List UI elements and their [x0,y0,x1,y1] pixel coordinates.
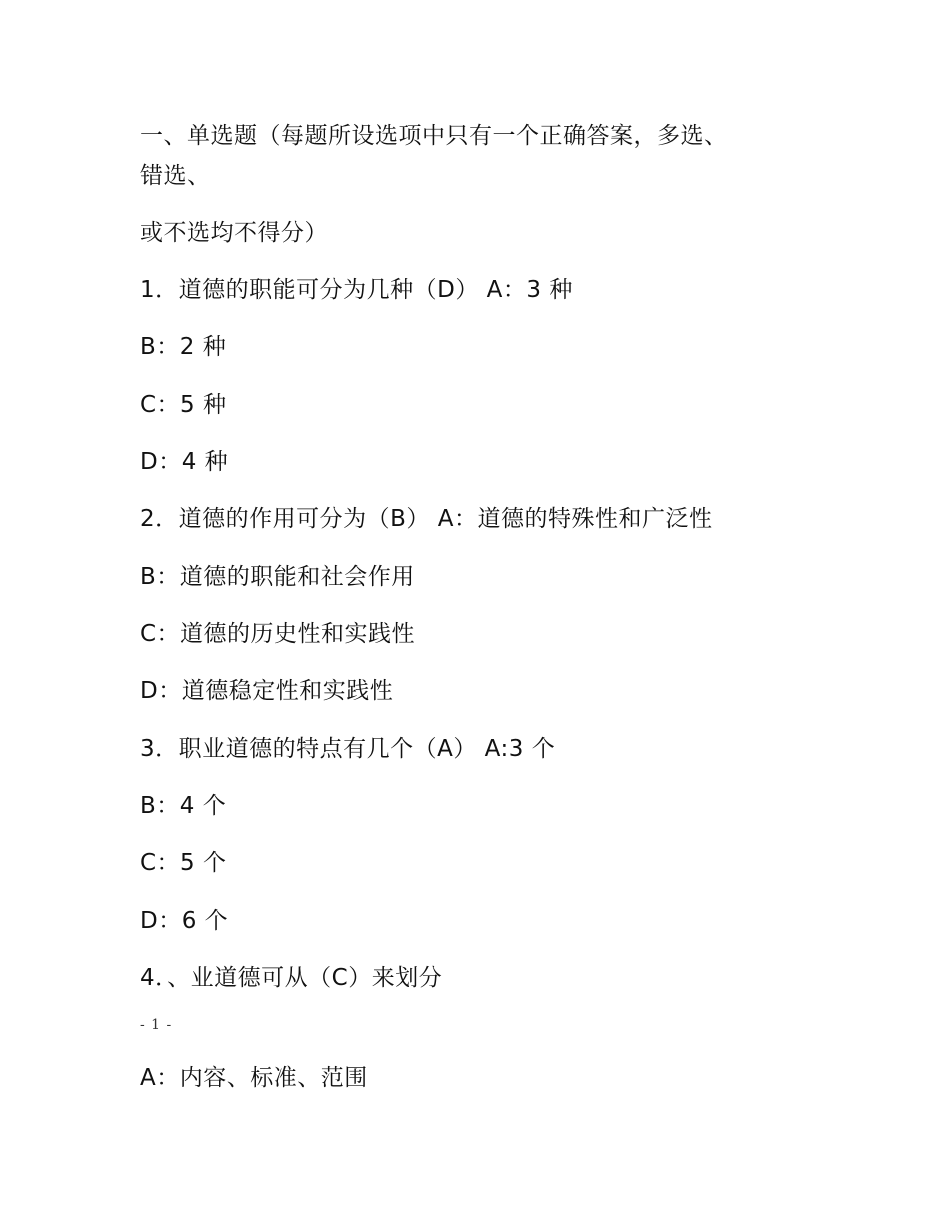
section-heading-line1: 一、单选题（每题所设选项中只有一个正确答案，多选、 [140,123,728,149]
question-1-option-d: D：4 种 [140,449,229,475]
page-number: - 1 - [140,1017,173,1033]
question-4-option-a: A：内容、标准、范围 [140,1065,368,1091]
question-1-stem: 1．道德的职能可分为几种（D） A：3 种 [140,277,573,303]
question-2-option-d: D：道德稳定性和实践性 [140,678,394,704]
question-3-option-c: C：5 个 [140,850,227,876]
section-heading-line3: 或不选均不得分） [140,220,328,246]
question-4-stem: 4．、业道德可从（C）来划分 [140,965,443,991]
question-2-option-c: C：道德的历史性和实践性 [140,621,416,647]
question-1-option-b: B：2 种 [140,334,227,360]
question-2-stem: 2．道德的作用可分为（B） A：道德的特殊性和广泛性 [140,506,713,532]
question-2-option-b: B：道德的职能和社会作用 [140,564,415,590]
section-heading-line2: 错选、 [140,163,211,189]
question-3-option-d: D：6 个 [140,908,229,934]
question-1-option-c: C：5 种 [140,392,227,418]
question-3-stem: 3．职业道德的特点有几个（A） A:3 个 [140,736,556,762]
question-3-option-b: B：4 个 [140,793,227,819]
